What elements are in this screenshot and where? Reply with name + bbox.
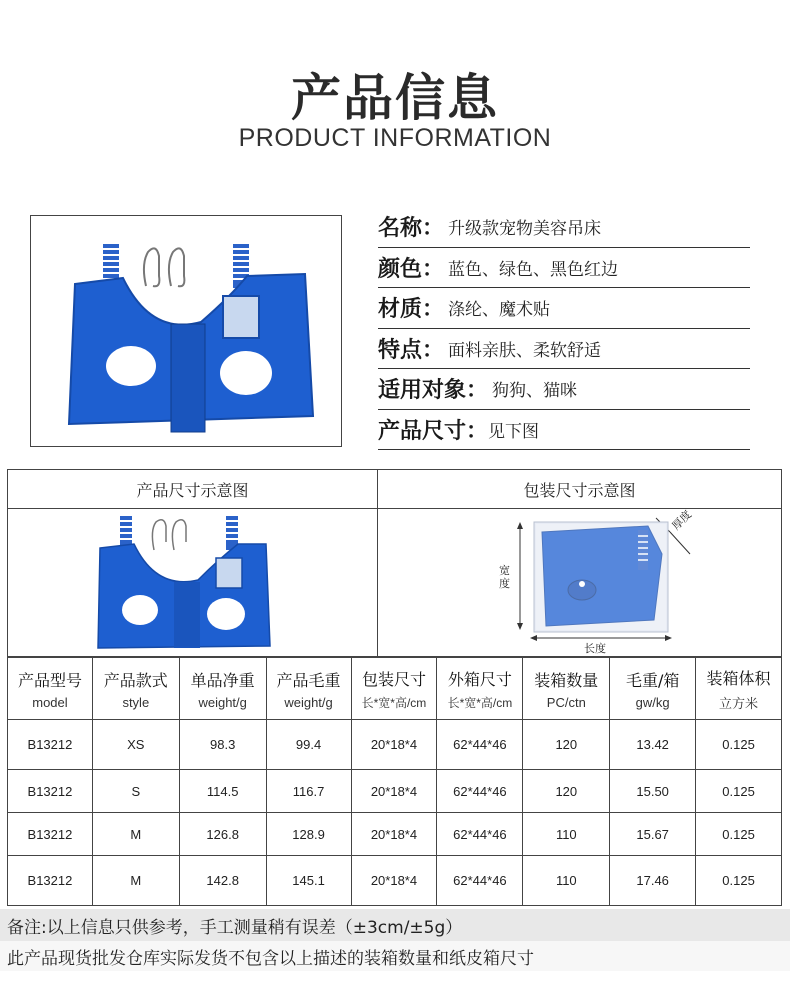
table-cell: 145.1 [266,856,351,906]
table-cell: 62*44*46 [437,770,523,813]
product-size-header: 产品尺寸示意图 [8,470,377,509]
table-cell: 114.5 [179,770,266,813]
spec-key: 材质： [378,297,445,323]
table-cell: 110 [523,856,610,906]
spec-value: 狗狗、猫咪 [492,381,578,402]
table-cell: 20*18*4 [351,720,437,770]
table-cell: 17.46 [610,856,696,906]
hook-icon [144,248,159,286]
dimension-diagrams [7,469,782,657]
spec-key: 名称： [378,216,445,242]
product-size-image [94,514,274,652]
page-subtitle: PRODUCT INFORMATION [238,124,552,152]
table-cell: M [92,813,179,856]
table-cell: 0.125 [696,720,782,770]
table-cell: M [92,856,179,906]
table-cell: B13212 [8,720,93,770]
package-size-image [498,510,698,656]
table-cell: XS [92,720,179,770]
hook-icon [169,248,184,286]
table-cell: 0.125 [696,813,782,856]
table-cell: 20*18*4 [351,813,437,856]
spec-value: 见下图 [488,421,540,442]
product-photo [30,215,342,447]
column-header: 外箱尺寸 长*宽*高/cm [437,658,523,720]
column-header: 产品款式 style [92,658,179,720]
column-header: 毛重/箱 gw/kg [610,658,696,720]
table-cell: 98.3 [179,720,266,770]
column-header: 包装尺寸 长*宽*高/cm [351,658,437,720]
table-cell: 99.4 [266,720,351,770]
spec-value: 面料亲肤、柔软舒适 [448,340,602,361]
column-header: 产品型号 model [8,658,93,720]
table-cell: B13212 [8,856,93,906]
spec-value: 涤纶、魔术贴 [448,300,551,321]
column-header: 装箱数量 PC/ctn [523,658,610,720]
thickness-label: 厚度 [669,507,695,533]
spec-list [378,207,750,450]
table-cell: 116.7 [266,770,351,813]
table-header-row [8,658,782,720]
spec-row-target [378,369,750,410]
spec-key: 产品尺寸： [378,418,489,444]
table-cell: 62*44*46 [437,856,523,906]
spec-row-name [378,207,750,248]
table-cell: 128.9 [266,813,351,856]
table-cell: 15.67 [610,813,696,856]
hammock-illustration [31,216,341,446]
package-size-header: 包装尺寸示意图 [378,470,781,509]
spec-row-size [378,410,750,451]
spec-key: 颜色： [378,256,445,282]
note-shipping: 此产品现货批发仓库实际发货不包含以上描述的装箱数量和纸皮箱尺寸 [0,941,790,971]
table-row [8,720,782,770]
spec-value: 蓝色、绿色、黑色红边 [448,259,619,280]
length-label: 长度 [584,642,606,655]
table-cell: S [92,770,179,813]
spec-key: 特点： [378,337,445,363]
spec-value: 升级款宠物美容吊床 [448,219,602,240]
table-cell: 110 [523,813,610,856]
table-cell: 20*18*4 [351,770,437,813]
spec-row-color [378,248,750,289]
table-cell: 62*44*46 [437,720,523,770]
column-header: 装箱体积 立方米 [696,658,782,720]
table-cell: 0.125 [696,856,782,906]
table-cell: 0.125 [696,770,782,813]
table-cell: 126.8 [179,813,266,856]
note-disclaimer: 备注:以上信息只供参考，手工测量稍有误差（±3cm/±5g） [0,909,790,941]
table-cell: 120 [523,770,610,813]
spec-row-feature [378,329,750,370]
table-row [8,813,782,856]
page-title: 产品信息 [291,69,499,127]
table-cell: 62*44*46 [437,813,523,856]
spec-key: 适用对象： [378,378,489,404]
table-cell: B13212 [8,813,93,856]
table-cell: 20*18*4 [351,856,437,906]
column-header: 单品净重 weight/g [179,658,266,720]
table-row [8,770,782,813]
table-cell: 120 [523,720,610,770]
table-row [8,856,782,906]
table-cell: B13212 [8,770,93,813]
table-cell: 13.42 [610,720,696,770]
table-cell: 142.8 [179,856,266,906]
spec-table [7,657,782,906]
table-cell: 15.50 [610,770,696,813]
width-label: 宽度 [499,564,510,590]
spec-row-material [378,288,750,329]
column-header: 产品毛重 weight/g [266,658,351,720]
